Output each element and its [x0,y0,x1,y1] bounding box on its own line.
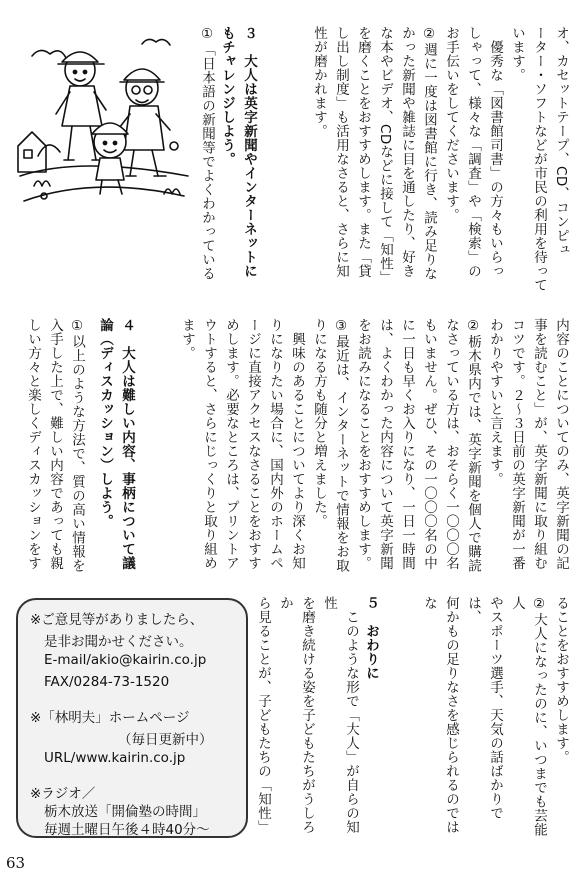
middle-column-continuation: ①以上のような方法で、質の高い情報を 入手した上で、難しい内容であっても親 しい方々と楽しくディスカッションをす [25,318,85,573]
bottom-column-main-text: ることをおすすめします。 ②大人になったのに、いつまでも芸能人 やスポーツ選手、天気の話ばかりでは、 何かもの足りなさを感じられるのではな [421,596,569,837]
top-column-continuation: ①「日本語の新聞等でよくわかっている [199,26,215,281]
radio-schedule: 毎週土曜日午後４時40分～ [44,822,210,838]
radio-label: ※ラジオ／ [30,786,96,802]
section-4-heading: ４ 大人は難しい内容、事柄について議 論（ディスカッション）しよう。 [97,318,135,570]
section-5-heading: ５ おわりに [363,596,379,680]
contact-info-box [16,598,248,838]
page-number: 63 [6,854,26,872]
homepage-update-note: （毎日更新中） [118,732,213,748]
homepage-url: URL/www.kairin.co.jp [44,750,186,766]
feedback-request-cont: 是非お聞かせください。 [44,634,193,650]
family-illustration [14,26,194,214]
contact-email: E-mail/akio@kairin.co.jp [44,652,207,668]
middle-column-main-text: 内容のことについてのみ、英字新聞の記 事を読むこと」が、英字新聞に取り組む コツです。２～３日前の英字新聞が一番 わかりやすいと言えます。 ②栃木県内では、英字新聞を個人で購読 なさっている方は、おそらく一〇〇〇名 もいません。ぜひ、その一〇〇〇名の中 に一日も早くお入りになり、一日一時間 は、よくわかった内容について英字新聞 をお読みになることをおすすめします。 ③最近は、インターネットで情報をお取 りになる方も随分と増えました。 興味のあることについてより深くお知 りになりたい場合に、国内外のホームペ ージに直接アクセスなさることをおすす めします。必要なところは、プリントア ウトすると、さらにじっくりと取り組め ます。 [179,318,569,573]
radio-program: 栃木放送「開倫塾の時間」 [44,804,206,820]
homepage-label: ※「林明夫」ホームページ [30,710,190,726]
bottom-column-closing-text: このような形で「大人」が自らの知性 を磨き続ける姿を子どもたちがうしろか ら見ることが、子どもたちの「知性」 [255,596,359,834]
feedback-request: ※ご意見等がありましたら、 [30,612,204,628]
contact-fax: FAX/0284-73-1520 [44,674,170,690]
top-column-main-text: オ、カセットテープ、CD、コンピュ ーター・ソフトなどが市民の利用を待って います。 優秀な「図書館司書」の方々もいらっ しゃって、様々な「調査」や「検索」の お手伝いをしてくださいます。 ②週に一度は図書館に行き、読み足りな かった新聞や雑誌に目を通したり、好き な本やビデオ、CDなどに接して「知性」 を磨くことをおすすめします。また「貸 し出し制度」も活用なさると、さらに知 性が磨かれます。 [311,26,569,292]
section-3-heading: ３ 大人は英字新聞やインターネットに もチャレンジしよう。 [219,26,257,278]
